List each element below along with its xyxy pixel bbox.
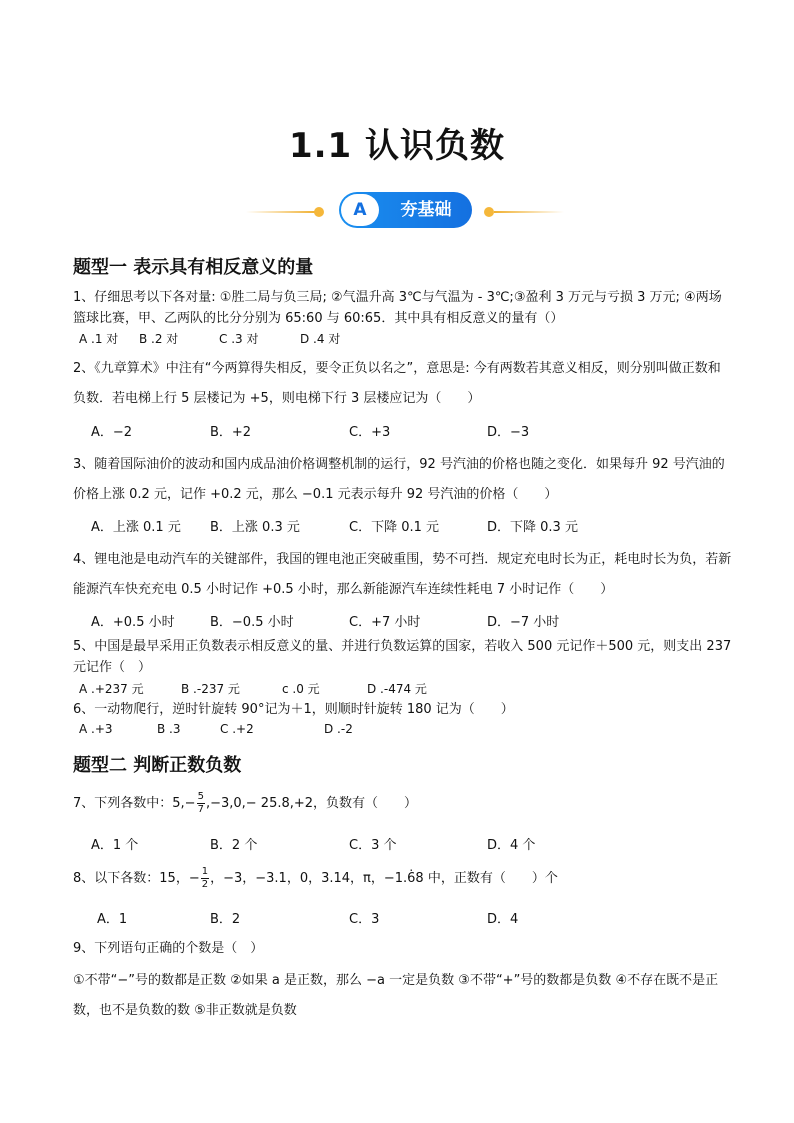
fraction-numerator: 1 [201, 866, 209, 877]
question-2-options [91, 421, 731, 441]
question-8-suffix: ，−3，−3.1，0，3.14，π，−1.6̇8 中，正数有（ ）个 [210, 871, 558, 886]
option-d: D．下降 0.3 元 [487, 520, 578, 535]
option-c: C．3 [349, 912, 380, 927]
option-d: D .-2 [324, 722, 353, 736]
section-heading-2: 题型二 判断正数负数 [73, 755, 242, 776]
question-2-text: 2、《九章算术》中注有“今两算得失相反，要令正负以名之”，意思是: 今有两数若其意义相反，则分别叫做正数和负数．若电梯上行 5 层楼记为 +5，则电梯下行 3 层楼应记为（ ） [73, 361, 721, 406]
fraction-denominator: 7 [197, 804, 204, 815]
option-d: D．−7 小时 [487, 615, 560, 630]
question-3-text: 3、随着国际油价的波动和国内成品油价格调整机制的运行，92 号汽油的价格也随之变化．如果每升 92 号汽油的价格上涨 0.2 元，记作 +0.2 元，那么 −0.1 元表示每升 92 号汽油的价格（ ） [73, 457, 725, 502]
question-7-prefix: 7、下列各数中：5,− [73, 796, 196, 811]
option-b: B .2 对 [139, 332, 179, 346]
question-8-text [73, 864, 733, 894]
fraction-denominator: 2 [201, 879, 209, 890]
question-9-text: 9、下列语句正确的个数是（ ） [73, 941, 264, 956]
question-3-options [91, 516, 731, 536]
badge-label: 夯基础 [400, 200, 452, 220]
question-7-suffix: ,−3,0,− 25.8,+2，负数有（ ） [205, 796, 418, 811]
option-c: C．下降 0.1 元 [349, 520, 440, 535]
option-c: C .+2 [220, 722, 254, 736]
option-d: D．4 个 [487, 838, 536, 853]
question-1-options [79, 330, 719, 350]
option-d: D .-474 元 [367, 682, 427, 696]
question-8-options [97, 908, 737, 928]
option-c: C．3 个 [349, 838, 397, 853]
option-b: B．−0.5 小时 [210, 615, 294, 630]
option-b: B .-237 元 [181, 682, 240, 696]
section-badge-row [0, 192, 794, 232]
question-1-text: 1、仔细思考以下各对量: ①胜二局与负三局; ②气温升高 3℃与气温为 - 3℃;③盈利 3 万元与亏损 3 万元; ④两场篮球比赛，甲、乙两队的比分分别为 65:60 与 60:65．其中具有相反意义的量有（） [73, 290, 722, 326]
option-d: D．−3 [487, 425, 530, 440]
option-a: A．−2 [91, 425, 133, 440]
option-a: A .1 对 [79, 332, 119, 346]
page-title: 1.1 认识负数 [288, 126, 506, 166]
option-a: A．1 个 [91, 838, 139, 853]
fraction [201, 866, 209, 891]
question-7-options [91, 834, 731, 854]
question-6-options [79, 722, 719, 742]
decorative-line-right [494, 211, 564, 213]
option-b: B．+2 [210, 425, 252, 440]
question-9-statements: ①不带“−”号的数都是正数 ②如果 a 是正数，那么 −a 一定是负数 ③不带“+”号的数都是负数 ④不存在既不是正数，也不是负数的数 ⑤非正数就是负数 [73, 973, 719, 1018]
question-7-text [73, 789, 733, 819]
option-c: C．+3 [349, 425, 391, 440]
question-6-text: 6、一动物爬行，逆时针旋转 90°记为＋1，则顺时针旋转 180 记为（ ） [73, 702, 514, 717]
option-a: A .+3 [79, 722, 113, 736]
badge-letter: A [341, 194, 379, 226]
question-4-options [91, 611, 731, 631]
option-a: A．+0.5 小时 [91, 615, 175, 630]
fraction [197, 791, 205, 816]
option-a: A．1 [97, 912, 128, 927]
level-badge [339, 192, 472, 228]
question-4-text: 4、锂电池是电动汽车的关键部件，我国的锂电池正突破重围，势不可挡．规定充电时长为正，耗电时长为负，若新能源汽车快充充电 0.5 小时记作 +0.5 小时，那么新能源汽车连续性耗电 7 小时记作（ ） [73, 552, 732, 597]
option-b: B．2 [210, 912, 241, 927]
decorative-line-left [246, 211, 316, 213]
option-b: B .3 [157, 722, 181, 736]
question-5-options [79, 680, 719, 700]
question-8-prefix: 8、以下各数：15，− [73, 871, 200, 886]
option-a: A .+237 元 [79, 682, 144, 696]
option-d: D．4 [487, 912, 519, 927]
option-b: B．上涨 0.3 元 [210, 520, 300, 535]
decorative-dot-right [484, 207, 494, 217]
option-c: c .0 元 [282, 682, 320, 696]
section-heading-1: 题型一 表示具有相反意义的量 [73, 257, 314, 278]
option-c: C．+7 小时 [349, 615, 421, 630]
option-a: A．上涨 0.1 元 [91, 520, 181, 535]
option-c: C .3 对 [219, 332, 259, 346]
option-d: D .4 对 [300, 332, 341, 346]
question-5-text: 5、中国是最早采用正负数表示相反意义的量、并进行负数运算的国家，若收入 500 元记作＋500 元，则支出 237 元记作（ ） [73, 639, 732, 675]
decorative-dot-left [314, 207, 324, 217]
fraction-numerator: 5 [197, 791, 204, 802]
option-b: B．2 个 [210, 838, 258, 853]
